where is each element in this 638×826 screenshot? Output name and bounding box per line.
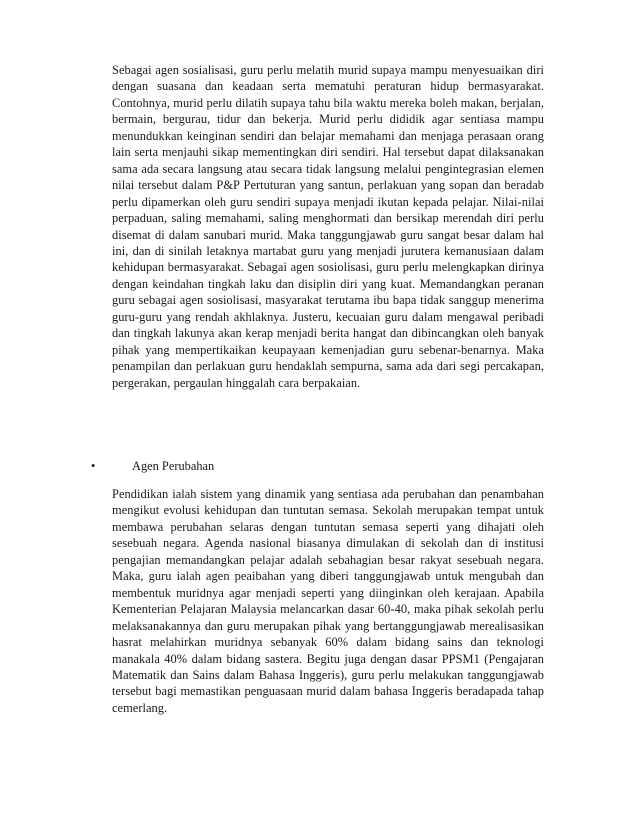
paragraph-agen-perubahan: Pendidikan ialah sistem yang dinamik yang sentiasa ada perubahan dan penambahan mengikut evolusi kehidupan dan tuntutan semasa. Sekolah merupakan tempat untuk membawa perubahan selaras dengan tuntutan semasa seperti yang dihajati oleh sesebuah negara. Agenda nasional biasanya dimulakan di sekolah dan di institusi pengajian memandangkan pelajar adalah sebahagian besar rakyat sesebuah negara. Maka, guru ialah agen peaibahan yang diberi tanggungjawab untuk mengubah dan membentuk muridnya agar menjadi seperti yang diinginkan oleh kerajaan. Apabila Kementerian Pelajaran Malaysia melancarkan dasar 60-40, maka pihak sekolah perlu melaksanakannya dan guru merupakan pihak yang bertanggungjawab merealisasikan hasrat melahirkan muridnya sebanyak 60% dalam bidang sains dan teknologi manakala 40% dalam bidang sastera. Begitu juga dengan dasar PPSM1 (Pengajaran Matematik dan Sains dalam Bahasa Inggeris), guru perlu melakukan tanggungjawab tersebut bagi memastikan penguasaan murid dalam bahasa Inggeris beradapada tahap cemerlang. xyxy=(112,487,544,715)
section-heading: Agen Perubahan xyxy=(132,459,215,473)
bullet-icon: • xyxy=(91,459,96,473)
paragraph-agen-sosialisasi: Sebagai agen sosialisasi, guru perlu melatih murid supaya mampu menyesuaikan diri dengan suasana dan keadaan serta mematuhi peraturan hidup bermasyarakat. Contohnya, murid perlu dilatih supaya tahu bila waktu mereka boleh makan, berjalan, bermain, bergurau, tidur dan bekerja. Murid perlu dididik agar sentiasa mampu menundukkan keinginan sendiri dan belajar memahami dan menjaga perasaan orang lain serta menjauhi sikap mementingkan diri sendiri. Hal tersebut dapat dilaksanakan sama ada secara langsung atau secara tidak langsung melalui pengintegrasian elemen nilai tersebut dalam P&P Pertuturan yang santun, perlakuan yang sopan dan beradab perlu dipamerkan oleh guru sendiri supaya menjadi ikutan kepada pelajar. Nilai-nilai perpaduan, saling memahami, saling menghormati dan bersikap merendah diri perlu disemat di dalam sanubari murid. Maka tanggungjawab guru sangat besar dalam hal ini, dan di sinilah letaknya martabat guru yang menjadi jurutera kemanusiaan dalam kehidupan bermasyarakat. Sebagai agen sosiolisasi, guru perlu melengkapkan dirinya dengan keindahan tingkah laku dan disiplin diri yang kuat. Memandangkan peranan guru sebagai agen sosiolisasi, masyarakat terutama ibu bapa tidak sanggup menerima guru-guru yang rendah akhlaknya. Justeru, kecuaian guru dalam mengawal peribadi dan tingkah lakunya akan kerap menjadi berita hangat dan dibincangkan oleh banyak pihak yang mempertikaikan keupayaan kemenjadian guru sebenar-benarnya. Maka penampilan dan perlakuan guru hendaklah sempurna, sama ada dari segi percakapan, pergerakan, pergaulan hinggalah cara berpakaian. xyxy=(112,63,544,390)
bullet-item-agen-perubahan xyxy=(91,458,551,476)
